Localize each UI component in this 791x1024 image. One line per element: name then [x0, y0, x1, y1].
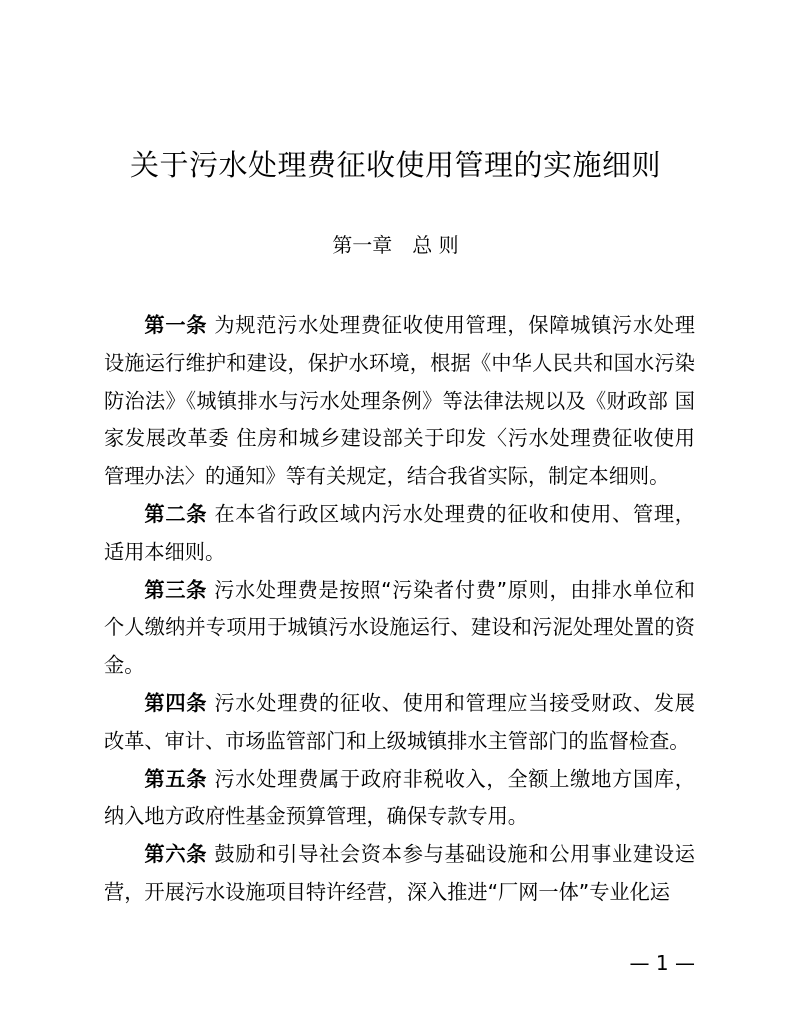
document-title: 关于污水处理费征收使用管理的实施细则: [129, 148, 661, 182]
article-3: [104, 572, 695, 685]
article-text: 污水处理费是按照“污染者付费”原则，由排水单位和个人缴纳并专项用于城镇污水设施运行、建设和污泥处理处置的资金。: [104, 577, 695, 678]
article-text: 为规范污水处理费征收使用管理，保障城镇污水处理设施运行维护和建设，保护水环境，根据《中华人民共和国水污染防治法》《城镇排水与污水处理条例》等法律法规以及《财政部 国家发展改革委 住房和城乡建设部关于印发〈污水处理费征收使用管理办法〉的通知》等有关规定，结合我省实际，制定本细则。: [104, 313, 695, 489]
document-body: [104, 307, 695, 912]
article-text: 污水处理费的征收、使用和管理应当接受财政、发展改革、审计、市场监管部门和上级城镇排水主管部门的监督检查。: [104, 690, 695, 753]
article-6: [104, 836, 695, 912]
article-label: 第六条: [144, 842, 208, 867]
article-4: [104, 685, 695, 761]
article-1: [104, 307, 695, 496]
page-number: — 1 —: [629, 951, 695, 975]
article-label: 第三条: [144, 577, 208, 602]
article-2: [104, 496, 695, 572]
article-label: 第一条: [144, 313, 208, 337]
chapter-heading: 第一章 总 则: [332, 233, 459, 257]
article-text: 在本省行政区域内污水处理费的征收和使用、管理，适用本细则。: [104, 501, 695, 564]
article-5: [104, 761, 695, 837]
article-text: 污水处理费属于政府非税收入，全额上缴地方国库，纳入地方政府性基金预算管理，确保专款专用。: [104, 766, 695, 829]
article-label: 第四条: [144, 690, 208, 715]
article-text: 鼓励和引导社会资本参与基础设施和公用事业建设运营，开展污水设施项目特许经营，深入推进“厂网一体”专业化运: [104, 842, 695, 904]
article-label: 第二条: [144, 501, 208, 526]
article-label: 第五条: [144, 766, 208, 791]
